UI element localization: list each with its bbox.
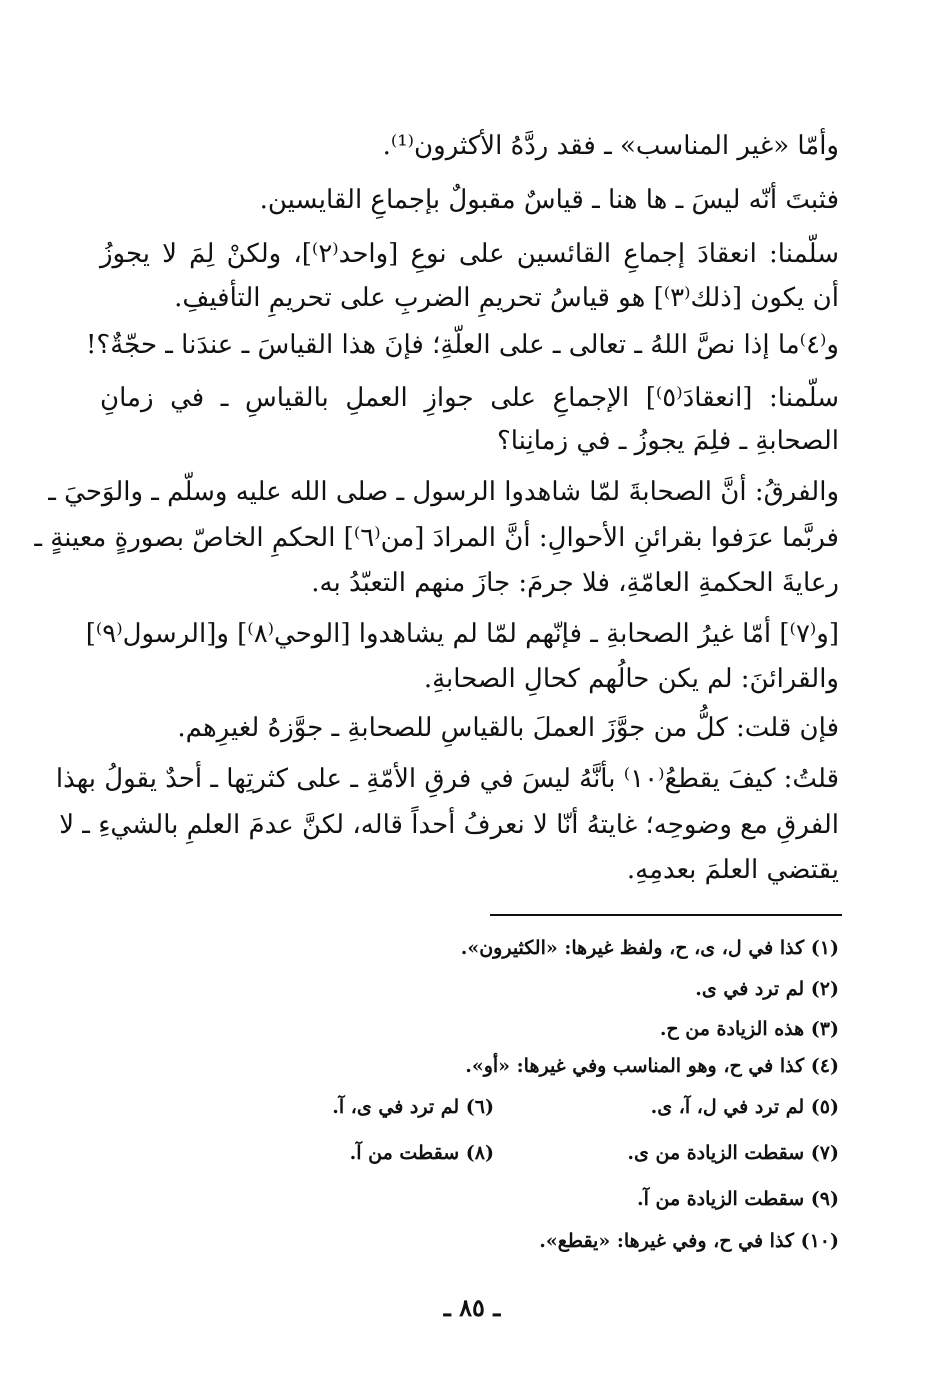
footnote: (١٠) كذا في ح، وفي غيرها: «يقطع». xyxy=(539,1230,839,1252)
text-line: يقتضي العلمَ بعدمِهِ. xyxy=(626,855,839,885)
text-line: فثبتَ أنّه ليسَ ـ ها هنا ـ قياسٌ مقبولٌ بإجماعِ القايسين. xyxy=(259,185,839,215)
text-line: سلّمنا: [انعقادَ⁽٥⁾] الإجماعِ على جوازِ العملِ بالقياسِ ـ في زمانِ xyxy=(100,383,839,413)
text-line: [و⁽٧⁾] أمّا غيرُ الصحابةِ ـ فإنّهم لمّا لم يشاهدوا [الوحي⁽٨⁾] و[الرسول⁽٩⁾] xyxy=(85,619,839,649)
text-line: و⁽٤⁾ما إذا نصَّ اللهُ ـ تعالى ـ على العلّةِ؛ فإنَ هذا القياسَ ـ عندَنا ـ حجّةٌ؟! xyxy=(85,330,839,360)
text-line: سلّمنا: انعقادَ إجماعِ القائسين على نوعِ [واحد⁽٢⁾]، ولكنْ لِمَ لا يجوزُ xyxy=(100,239,839,269)
text-line: رعايةَ الحكمةِ العامّةِ، فلا جرمَ: جازَ منهم التعبّدُ به. xyxy=(311,568,839,598)
text-line: الصحابةِ ـ فلِمَ يجوزُ ـ في زمانِنا؟ xyxy=(496,426,839,456)
text-line: والقرائنَ: لم يكن حالُهم كحالِ الصحابةِ. xyxy=(423,664,839,694)
text-line: والفرقُ: أنَّ الصحابةَ لمّا شاهدوا الرسول ـ صلى الله عليه وسلّم ـ والوَحيَ ـ xyxy=(48,477,839,507)
footnote: (٨) سقطت من آ. xyxy=(349,1142,494,1164)
footnote: (٤) كذا في ح، وهو المناسب وفي غيرها: «أو». xyxy=(465,1055,839,1077)
footnote-divider xyxy=(490,914,842,916)
text-line: أن يكون [ذلك⁽٣⁾] هو قياسُ تحريمِ الضربِ على تحريمِ التأفيفِ. xyxy=(174,283,839,313)
text-line: فربَّما عرَفوا بقرائنِ الأحوالِ: أنَّ المرادَ [من⁽٦⁾] الحكمِ الخاصّ بصورةٍ معينةٍ ـ xyxy=(34,523,839,553)
text-line: قلتُ: كيفَ يقطعُ⁽١٠⁾ بأنَّهُ ليسَ في فرقِ الأمّةِ ـ على كثرتِها ـ أحدٌ يقولُ بهذا xyxy=(55,764,839,794)
footnote: (٥) لم ترد في ل، آ، ى. xyxy=(650,1096,839,1118)
text-line: وأمّا «غير المناسب» ـ فقد ردَّهُ الأكثرون⁽¹⁾. xyxy=(382,131,839,161)
footnote: (٣) هذه الزيادة من ح. xyxy=(659,1018,839,1040)
text-line: فإن قلت: كلُّ من جوَّزَ العملَ بالقياسِ للصحابةِ ـ جوَّزهُ لغيرِهم. xyxy=(177,713,839,743)
footnote: (١) كذا في ل، ى، ح، ولفظ غيرها: «الكثيرون». xyxy=(460,937,839,959)
text-line: الفرقِ مع وضوحِه؛ غايتهُ أنّا لا نعرفُ أحداً قاله، لكنَّ عدمَ العلمِ بالشيءِ ـ لا xyxy=(59,810,839,840)
page-number: ـ ٨٥ ـ xyxy=(443,1293,501,1322)
footnote: (٩) سقطت الزيادة من آ. xyxy=(636,1188,839,1210)
footnote: (٢) لم ترد في ى. xyxy=(695,978,839,1000)
footnote: (٧) سقطت الزيادة من ى. xyxy=(627,1142,839,1164)
footnote: (٦) لم ترد في ى، آ. xyxy=(332,1096,494,1118)
